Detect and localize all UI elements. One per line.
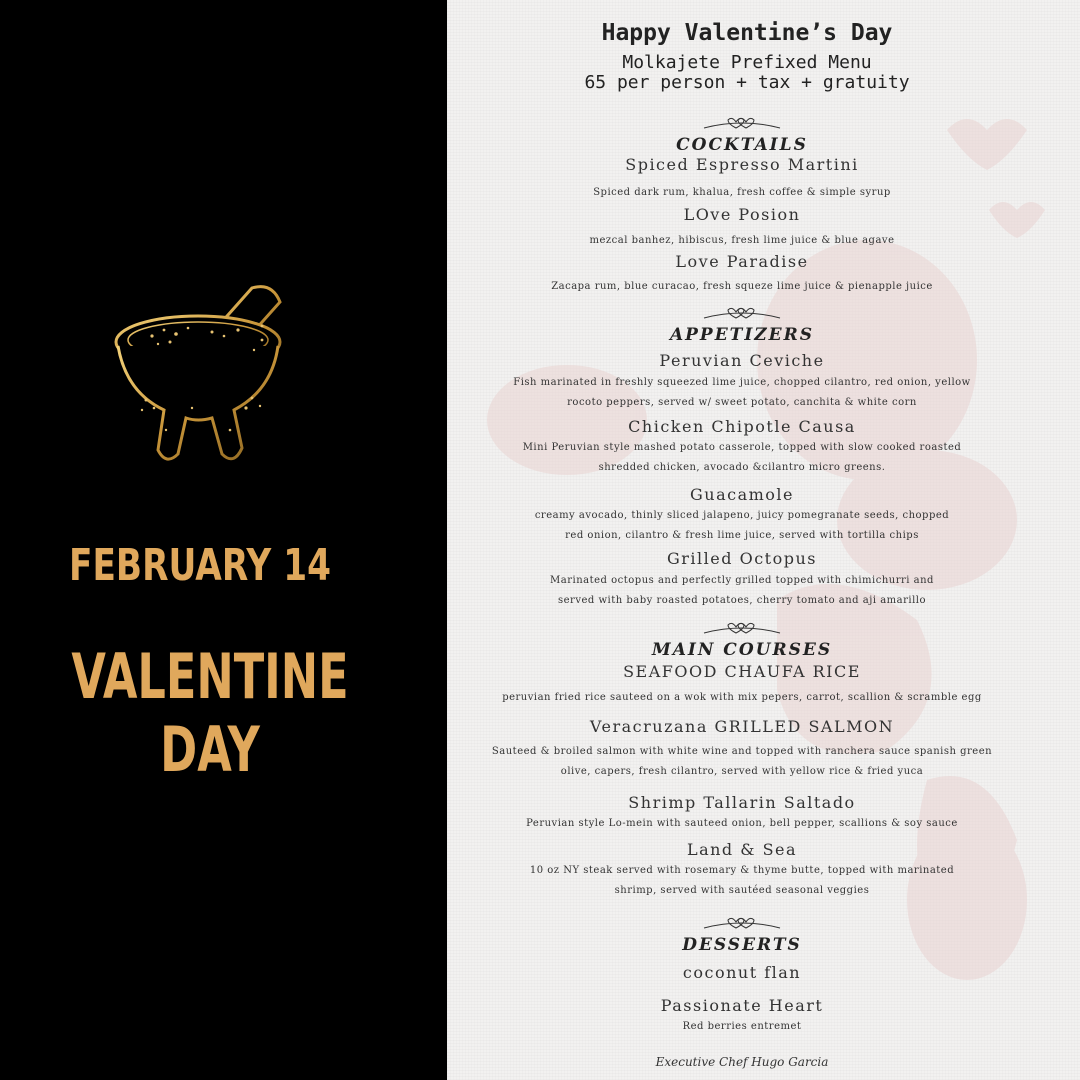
menu-item-name: Guacamole [689,485,794,504]
event-date: FEBRUARY 14 [69,540,331,591]
menu-item-description: Marinated octopus and perfectly grilled topped with chimichurri and [550,575,934,586]
menu-title: Happy Valentine’s Day [601,20,893,46]
menu-item-description: Mini Peruvian style mashed potato casserole, topped with slow cooked roasted [522,442,962,453]
menu-item-name: Grilled Octopus [667,549,817,568]
section-title: COCKTAILS [676,135,808,155]
menu-item-description: 10 oz NY steak served with rosemary & thyme butte, topped with marinated [529,865,955,876]
section-title: MAIN COURSES [651,640,833,660]
menu-item-description: shredded chicken, avocado &cilantro micro greens. [598,462,886,473]
menu-item-description: Red berries entremet [682,1021,802,1032]
left-panel [0,0,447,1080]
menu-item-description: Spiced dark rum, khalua, fresh coffee & simple syrup [593,187,891,198]
menu-subtitle: Molkajete Prefixed Menu [622,52,872,73]
menu-item-description: peruvian fried rice sauteed on a wok with mix pepers, carrot, scallion & scramble egg [502,692,982,703]
hearts-ornament-icon [702,615,782,637]
menu-item-name: Spiced Espresso Martini [625,155,859,174]
menu-item-name: Chicken Chipotle Causa [628,417,856,436]
section-title: DESSERTS [682,935,802,955]
menu-item-description: Peruvian style Lo-mein with sauteed onion, bell pepper, scallions & soy sauce [526,818,958,829]
hearts-ornament-icon [702,300,782,322]
menu-item-name: Peruvian Ceviche [659,351,825,370]
menu-item-name: SEAFOOD CHAUFA RICE [623,662,861,681]
menu-item-name: Love Paradise [675,252,809,271]
menu-item-name: Passionate Heart [660,996,824,1015]
hearts-ornament-icon [702,910,782,932]
menu-item-description: mezcal banhez, hibiscus, fresh lime juice & blue agave [589,235,895,246]
menu-item-description: shrimp, served with sautéed seasonal veggies [614,885,870,896]
menu-item-name: Veracruzana GRILLED SALMON [589,717,895,736]
menu-item-description: rocoto peppers, served w/ sweet potato, canchita & white corn [567,397,917,408]
menu-item-description: Sauteed & broiled salmon with white wine and topped with ranchera sauce spanish green [491,746,993,757]
menu-item-description: creamy avocado, thinly sliced jalapeno, juicy pomegranate seeds, chopped [534,510,950,521]
menu-item-name: coconut flan [682,963,802,982]
event-title: VALENTINE DAY [71,640,349,786]
menu-item-description: served with baby roasted potatoes, cherry tomato and aji amarillo [558,595,926,606]
menu-price: 65 per person + tax + gratuity [584,72,910,93]
menu-item-description: Zacapa rum, blue curacao, fresh squeze lime juice & pienapple juice [551,281,933,292]
menu-item-name: Shrimp Tallarin Saltado [628,793,856,812]
section-title: APPETIZERS [669,325,815,345]
menu-item-name: LOve Posion [683,205,801,224]
hearts-ornament-icon [702,110,782,132]
chef-credit: Executive Chef Hugo Garcia [655,1055,829,1069]
menu-item-description: olive, capers, fresh cilantro, served with yellow rice & fried yuca [560,766,924,777]
menu-item-name: Land & Sea [686,840,798,859]
menu-item-description: red onion, cilantro & fresh lime juice, served with tortilla chips [565,530,919,541]
molcajete-icon [112,280,292,470]
menu-item-description: Fish marinated in freshly squeezed lime juice, chopped cilantro, red onion, yellow [513,377,971,388]
menu-panel [447,0,1080,1080]
